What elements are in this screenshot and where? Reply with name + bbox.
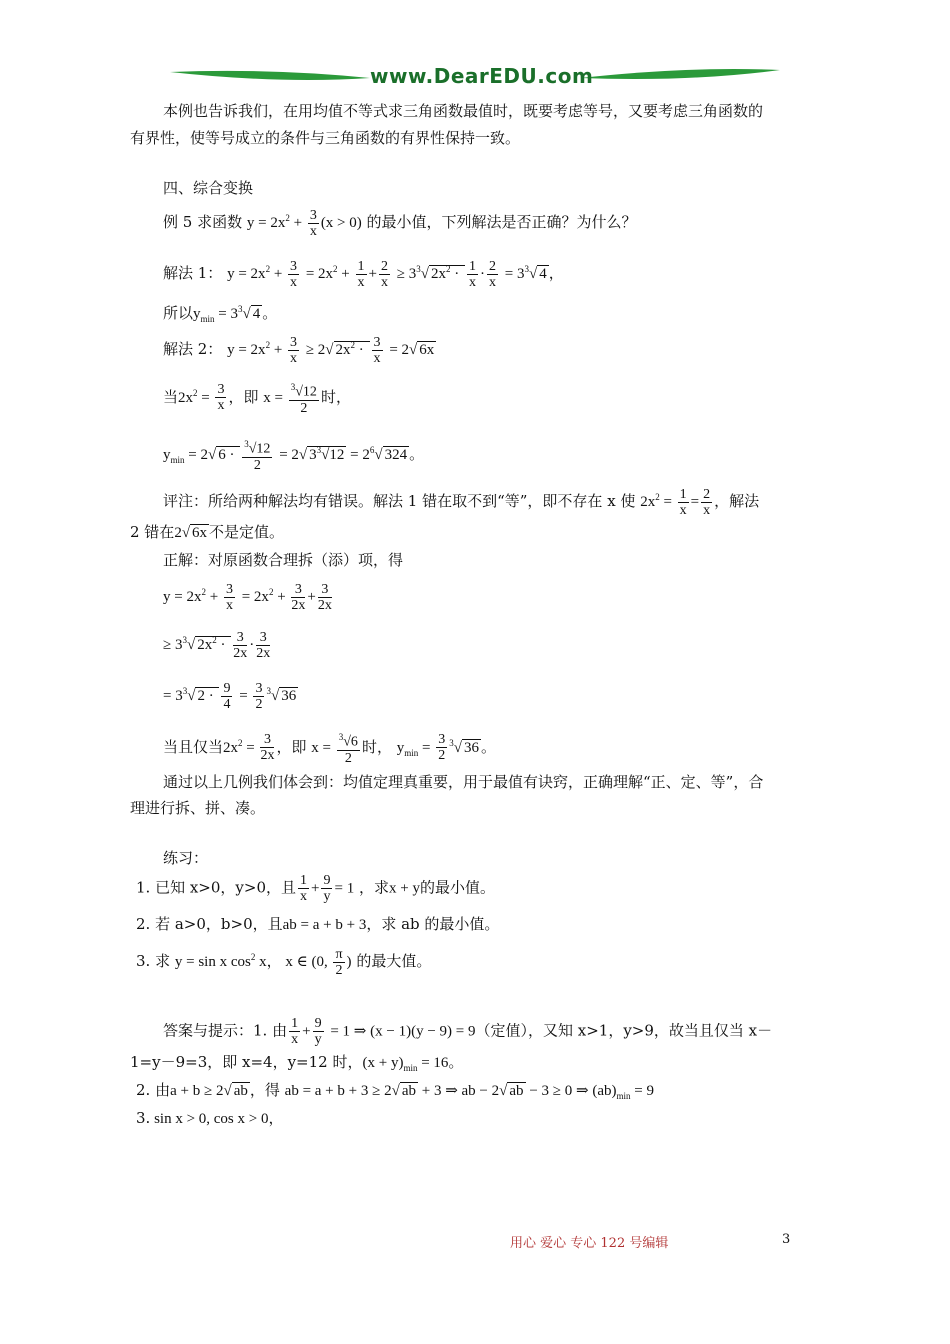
correct-label: 正解：对原函数合理拆（添）项，得	[163, 551, 404, 569]
page-number: 3	[782, 1232, 791, 1247]
answer2: 2. 由a + b ≥ 2√ ab ，得 ab = a + b + 3 ≥ 2√ ab + 3 ⇒ ab − 2√ ab − 3 ≥ 0 ⇒ $(ab)_{min} = 9$	[136, 1081, 654, 1101]
example5: 例 5 求函数 $y = 2x^2$ + $\frac{3}{x}$ (x > 0) 的最小值，下列解法是否正确？为什么？	[163, 207, 637, 239]
sol2-equation: 解法 2： $y = 2x^2$ + $\frac{3}{x}$ ≥ 2√ $2x^2$ · $\frac{3}{x}$ = 2√ 6x	[163, 334, 435, 366]
para1-line2: 有界性，使等号成立的条件与三角函数的有界性保持一致。	[130, 129, 521, 147]
sol2-min: $y_{min} = 2√$ 6 · $\frac{^3√12}{2}$ = 2√ $3^3√12 = 2^6√$ 324 。	[163, 439, 425, 473]
exercise-title: 练习：	[163, 849, 209, 867]
answer1-line1: 答案与提示：1. 由 $\frac{1}{x}$ + $\frac{9}{y}$ = 1 ⇒ (x − 1)(y − 9) = 9（定值），又知 x>1，y>9，故当且仅当 x－	[163, 1016, 773, 1047]
exercise-q1: 1. 已知 x>0，y>0，且 $\frac{1}{x}$ + $\frac{9}{y}$ = 1 ，求x + y的最小值。	[136, 873, 495, 904]
summary-line2: 理进行拆、拼、凑。	[130, 799, 266, 817]
answer3: 3. sin x > 0, cos x > 0，	[136, 1109, 284, 1127]
answer1-line2: 1=y－9=3，即 x=4，y=12 时，$(x + y)_{min} = 16$。	[130, 1053, 464, 1073]
section-title: 四、综合变换	[163, 179, 254, 197]
footer-text: 用心 爱心 专心 122 号编辑	[510, 1236, 669, 1251]
correct-step2: ≥ $3^3√$ $2x^2$ · $\frac{3}{2x}$ · $\frac{3}{2x}$	[163, 629, 271, 661]
header-banner	[170, 62, 780, 92]
correct-step1: $y = 2x^2$ + $\frac{3}{x}$ = $2x^2$ + $\frac{3}{2x}$ + $\frac{3}{2x}$	[163, 581, 332, 613]
sol1-conclusion: 所以$y_{min} = 3^3√$ 4 。	[163, 304, 278, 324]
site-brand[interactable]: www.DearEDU.com	[370, 64, 594, 88]
exercise-q2: 2. 若 a>0，b>0，且ab = a + b + 3，求 ab 的最小值。	[136, 915, 500, 933]
comment-line2: 2 错在2√ 6x 不是定值。	[130, 523, 285, 541]
sol2-condition: 当$2x^2$ = $\frac{3}{x}$ ，即 x = $\frac{^3√12}{2}$ 时，	[163, 382, 351, 416]
comment-line1: 评注：所给两种解法均有错误。解法 1 错在取不到“等”，即不存在 x 使 $2x^2$ = $\frac{1}{x}$ = $\frac{2}{x}$ ，解法	[163, 486, 760, 518]
sol1-equation: 解法 1： $y = 2x^2$ + $\frac{3}{x}$ = $2x^2$ + $\frac{1}{x}$ + $\frac{2}{x}$ ≥ $3^3√$ $2x^2$ · $\frac{1}{x}$ · $\frac{2}{x}$ = $3^3√$ 4 ，	[163, 258, 564, 290]
para1-line1: 本例也告诉我们，在用均值不等式求三角函数最值时，既要考虑等号，又要考虑三角函数的	[163, 102, 764, 120]
summary-line1: 通过以上几例我们体会到：均值定理真重要，用于最值有诀窍，正确理解“正、定、等”，合	[163, 773, 764, 791]
correct-condition: 当且仅当$2x^2$ = $\frac{3}{2x}$ ，即 x = $\frac{^3√6}{2}$ 时， $y_{min}$ = $\frac{3}{2}$ $^3$√ 36 。	[163, 732, 496, 766]
exercise-q3: 3. 求 y = sin x $\cos^2 x$， x ∈ (0, $\frac{\pi}{2}$ ) 的最大值。	[136, 946, 432, 978]
correct-step3: = $3^3√$ 2 · $\frac{9}{4}$ = $\frac{3}{2}$ $^3$√ 36	[163, 680, 297, 712]
